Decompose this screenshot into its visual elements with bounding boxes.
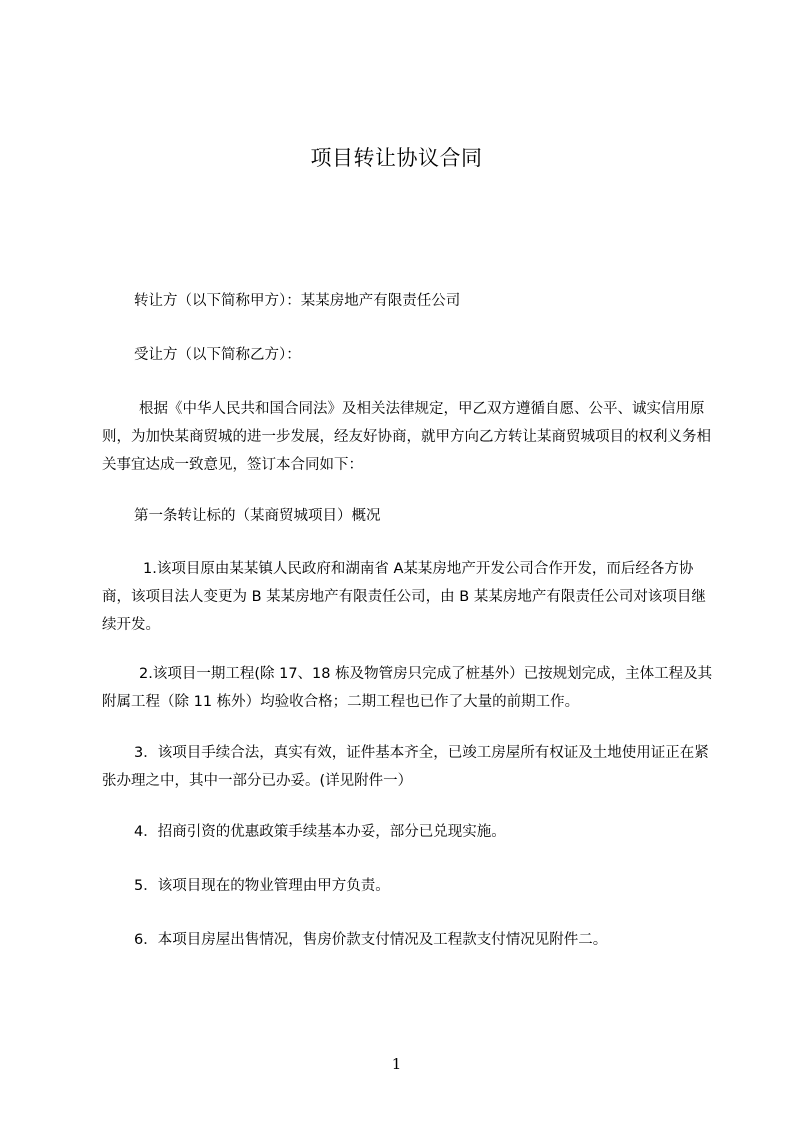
transferee-line: 受让方（以下简称乙方）： bbox=[134, 347, 301, 363]
clause-item-1: 1.该项目原由某某镇人民政府和湖南省 A某某房地产开发公司合作开发，而后经各方协商，该项目法人变更为 B 某某房地产有限责任公司，由 B 某某房地产有限责任公司对该项目继续开发。 bbox=[102, 561, 706, 633]
page-number: 1 bbox=[391, 1055, 402, 1073]
clause-item-5: 5．该项目现在的物业管理由甲方负责。 bbox=[134, 878, 390, 894]
preamble-paragraph: 根据《中华人民共和国合同法》及相关法律规定，甲乙双方遵循自愿、公平、诚实信用原则，为加快某商贸城的进一步发展，经友好协商，就甲方向乙方转让某商贸城项目的权利义务相关事宜达成一致意见，签订本合同如下： bbox=[102, 401, 711, 473]
clause-item-3: 3．该项目手续合法，真实有效，证件基本齐全，已竣工房屋所有权证及土地使用证正在紧张办理之中，其中一部分已办妥。(详见附件一） bbox=[102, 745, 709, 789]
article-heading: 第一条转让标的（某商贸城项目）概况 bbox=[134, 508, 381, 524]
clause-item-6: 6．本项目房屋出售情况，售房价款支付情况及工程款支付情况见附件二。 bbox=[134, 932, 608, 948]
clause-item-4: 4．招商引资的优惠政策手续基本办妥，部分已兑现实施。 bbox=[134, 824, 506, 840]
clause-item-2: 2.该项目一期工程(除 17、18 栋及物管房只完成了桩基外）已按规划完成，主体工程及其附属工程（除 11 栋外）均验收合格；二期工程也已作了大量的前期工作。 bbox=[102, 666, 713, 710]
transferor-line: 转让方（以下简称甲方）：某某房地产有限责任公司 bbox=[134, 293, 461, 309]
document-title: 项目转让协议合同 bbox=[310, 146, 483, 170]
